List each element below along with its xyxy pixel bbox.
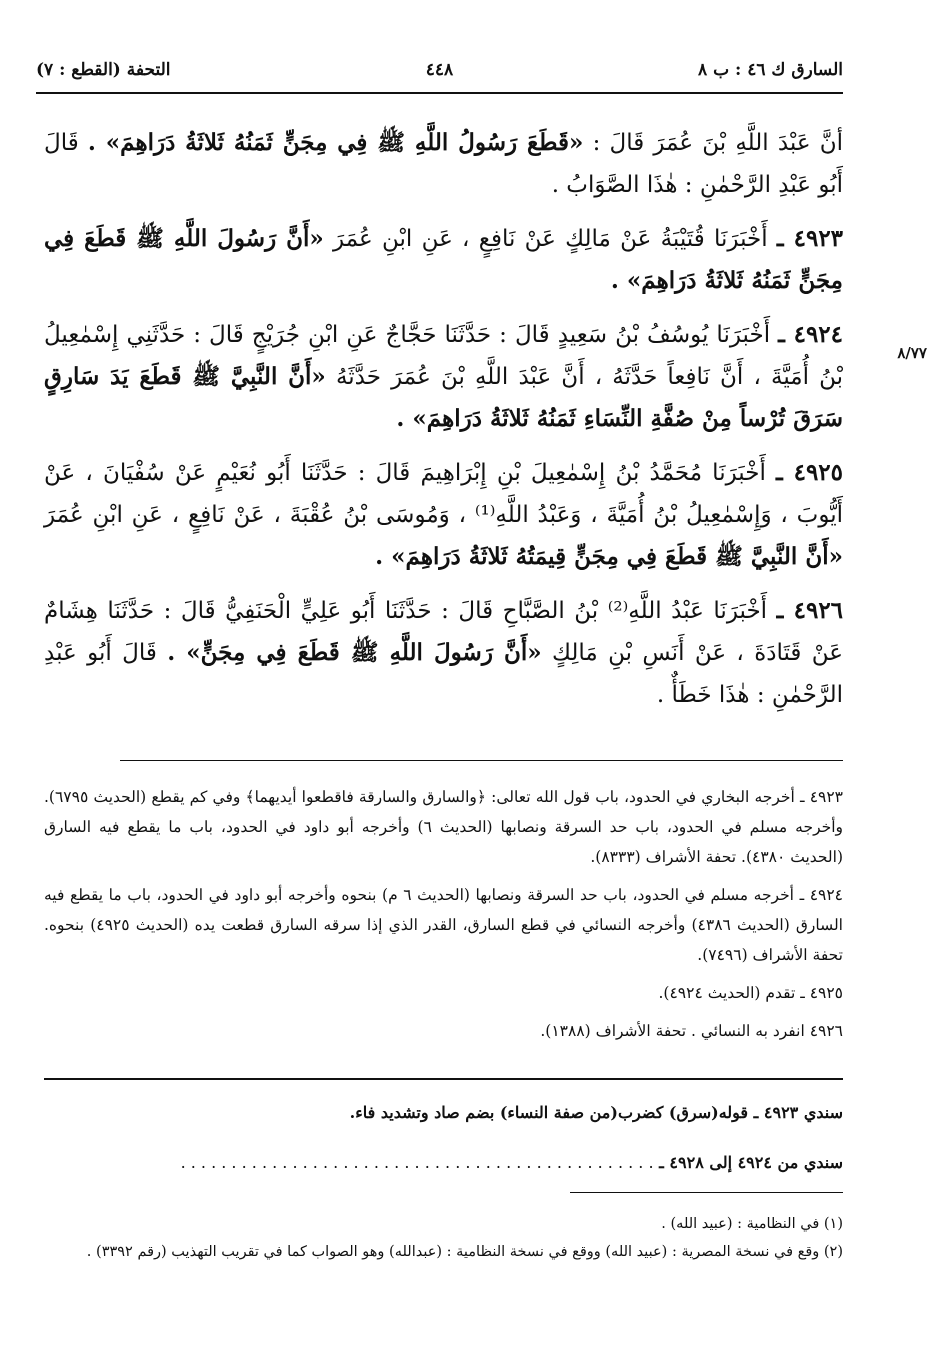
hadith-4924 [44,314,843,440]
notes-divider [120,760,843,761]
hadith-matn: «أَنَّ رَسُولَ اللَّهِ ﷺ قَطَعَ فِي مِجَنٍّ ثَمَنُهُ ثَلاثَةُ دَرَاهِمَ» . [44,225,843,294]
hadith-comment: قَالَ أَبُو عَبْدِ الرَّحْمٰنِ : هٰذَا الصَّوَابُ . [44,130,843,198]
hadith-4923 [44,218,843,302]
margin-reference: ٨/٧٧ [897,344,927,362]
note-4925: ٤٩٢٥ ـ تقدم (الحديث ٤٩٢٤). [658,984,843,1002]
footnotes [44,1210,843,1266]
hadith-matn: «أَنَّ النَّبِيَّ ﷺ قَطَعَ يَدَ سَارِقٍ سَرَقَ تُرْساً مِنْ صُفَّةِ النِّسَاءِ ثَمَنُهُ ثَلاثَةُ دَرَاهِمَ» . [44,363,843,432]
takhrij-notes [44,782,843,1054]
note-4923: ٤٩٢٣ ـ أخرجه البخاري في الحدود، باب قول الله تعالى: ﴿والسارق والسارقة فاقطعوا أيديهما﴾ وفي كم يقطع (الحديث ٦٧٩٥). وأخرجه مسلم في الحدود، باب حد السرقة ونصابها (الحديث ٦) وأخرجه أبو داود في الحدود، باب ما يقطع فيه السارق (الحديث ٤٣٨٠). تحفة الأشراف (٨٣٣٣). [44,788,843,866]
hadith-continuation [44,122,843,206]
hadith-4926 [44,590,843,716]
hadith-text: أَخْبَرَنَا قُتَيْبَةُ عَنْ مَالِكٍ عَنْ نَافِعٍ ، عَنِ ابْنِ عُمَرَ [333,226,768,252]
sindi-divider [44,1078,843,1080]
hadith-text: أَخْبَرَنَا يُوسُفُ بْنُ سَعِيدٍ قَالَ : حَدَّثَنَا حَجَّاجٌ عَنِ ابْنِ جُرَيْجٍ قَالَ : حَدَّثَنِي إِسْمٰعِيلُ بْنُ أُمَيَّةَ ، أَنَّ نَافِعاً حَدَّثَهُ ، أَنَّ عَبْدَ اللَّهِ بْنَ عُمَرَ حَدَّثَهُ [44,322,844,390]
tuhfa-reference: التحفة (القطع : ٧) [36,60,171,80]
hadith-matn: «أَنَّ رَسُولَ اللَّهِ ﷺ قَطَعَ فِي مِجَنٍّ» . [167,639,542,666]
main-text [44,122,843,728]
footnotes-divider [570,1192,843,1193]
note-4924: ٤٩٢٤ ـ أخرجه مسلم في الحدود، باب حد السرقة ونصابها (الحديث ٦ م) بنحوه وأخرجه أبو داود في الحدود، باب ما يقطع فيه السارق (الحديث ٤٣٨٦) وأخرجه النسائي في قطع السارق، القدر الذي إذا سرقه السارق قطعت يده (الحديث ٤٩٢٥) بنحوه. تحفة الأشراف (٧٤٩٦). [44,886,843,964]
page-header [36,60,843,86]
header-divider [36,92,843,94]
chapter-reference: السارق ك ٤٦ : ب ٨ [698,60,843,80]
sindi-dots: . . . . . . . . . . . . . . . . . . . . . . . . . . . . . . . . . . . . . . . . . . . . . . . [180,1153,654,1172]
hadith-comment: قَالَ أَبُو عَبْدِ الرَّحْمٰنِ : هٰذَا خَطَأٌ . [44,640,843,708]
hadith-number: ٤٩٢٤ ـ [778,321,844,348]
hadith-number: ٤٩٢٣ ـ [776,225,844,252]
sindi-line-1: سندي ٤٩٢٣ ـ قوله(سرق) كضرب(من صفة النساء) بضم صاد وتشديد فاء. [349,1103,843,1122]
hadith-matn: «قَطَعَ رَسُولُ اللَّهِ ﷺ فِي مِجَنٍّ ثَمَنُهُ ثَلاثَةُ دَرَاهِمَ» . [87,129,584,156]
hadith-number: ٤٩٢٦ ـ [776,597,844,624]
sindi-label: سندي من ٤٩٢٤ إلى ٤٩٢٨ ـ [659,1153,843,1172]
hadith-number: ٤٩٢٥ ـ [776,459,844,486]
page-number: ٤٤٨ [425,60,454,80]
hadith-4925 [44,452,843,578]
hadith-text: أَخْبَرَنَا عَبْدُ اللَّهِ⁽²⁾ بْنُ الصَّبَّاحِ قَالَ : حَدَّثَنَا أَبُو عَلِيٍّ الْحَنَفِيُّ قَالَ : حَدَّثَنَا هِشَامٌ عَنْ قَتَادَةَ ، عَنْ أَنَسِ بْنِ مَالِكٍ [44,598,844,666]
footnote-2: (٢) وقع في نسخة المصرية : (عبيد الله) ووقع في نسخة النظامية : (عبدالله) وهو الصواب كما في تقريب التهذيب (رقم ٣٣٩٢) . [86,1244,843,1260]
note-4926: ٤٩٢٦ انفرد به النسائي . تحفة الأشراف (١٣٨٨). [540,1022,843,1040]
hadith-text: أنَّ عَبْدَ اللَّهِ بْنَ عُمَرَ قَالَ : [592,130,844,156]
footnote-1: (١) في النظامية : (عبيد الله) . [661,1216,843,1232]
hadith-matn: «أَنَّ النَّبِيَّ ﷺ قَطَعَ فِي مِجَنٍّ قِيمَتُهُ ثَلاثَةُ دَرَاهِمَ» . [375,543,843,570]
hadith-text: أَخْبَرَنَا مُحَمَّدُ بْنُ إِسْمٰعِيلَ بْنِ إِبْرَاهِيمَ قَالَ : حَدَّثَنَا أَبُو نُعَيْمٍ عَنْ سُفْيَانَ ، عَنْ أَيُّوبَ ، وَإِسْمٰعِيلُ بْنُ أُمَيَّةَ ، وَعَبْدُ اللَّهِ⁽¹⁾ ، وَمُوسَى بْنُ عُقْبَةَ ، عَنْ نَافِعٍ ، عَنِ ابْنِ عُمَرَ [44,460,843,528]
sindi-line-2 [44,1146,843,1180]
sindi-commentary [44,1096,843,1196]
